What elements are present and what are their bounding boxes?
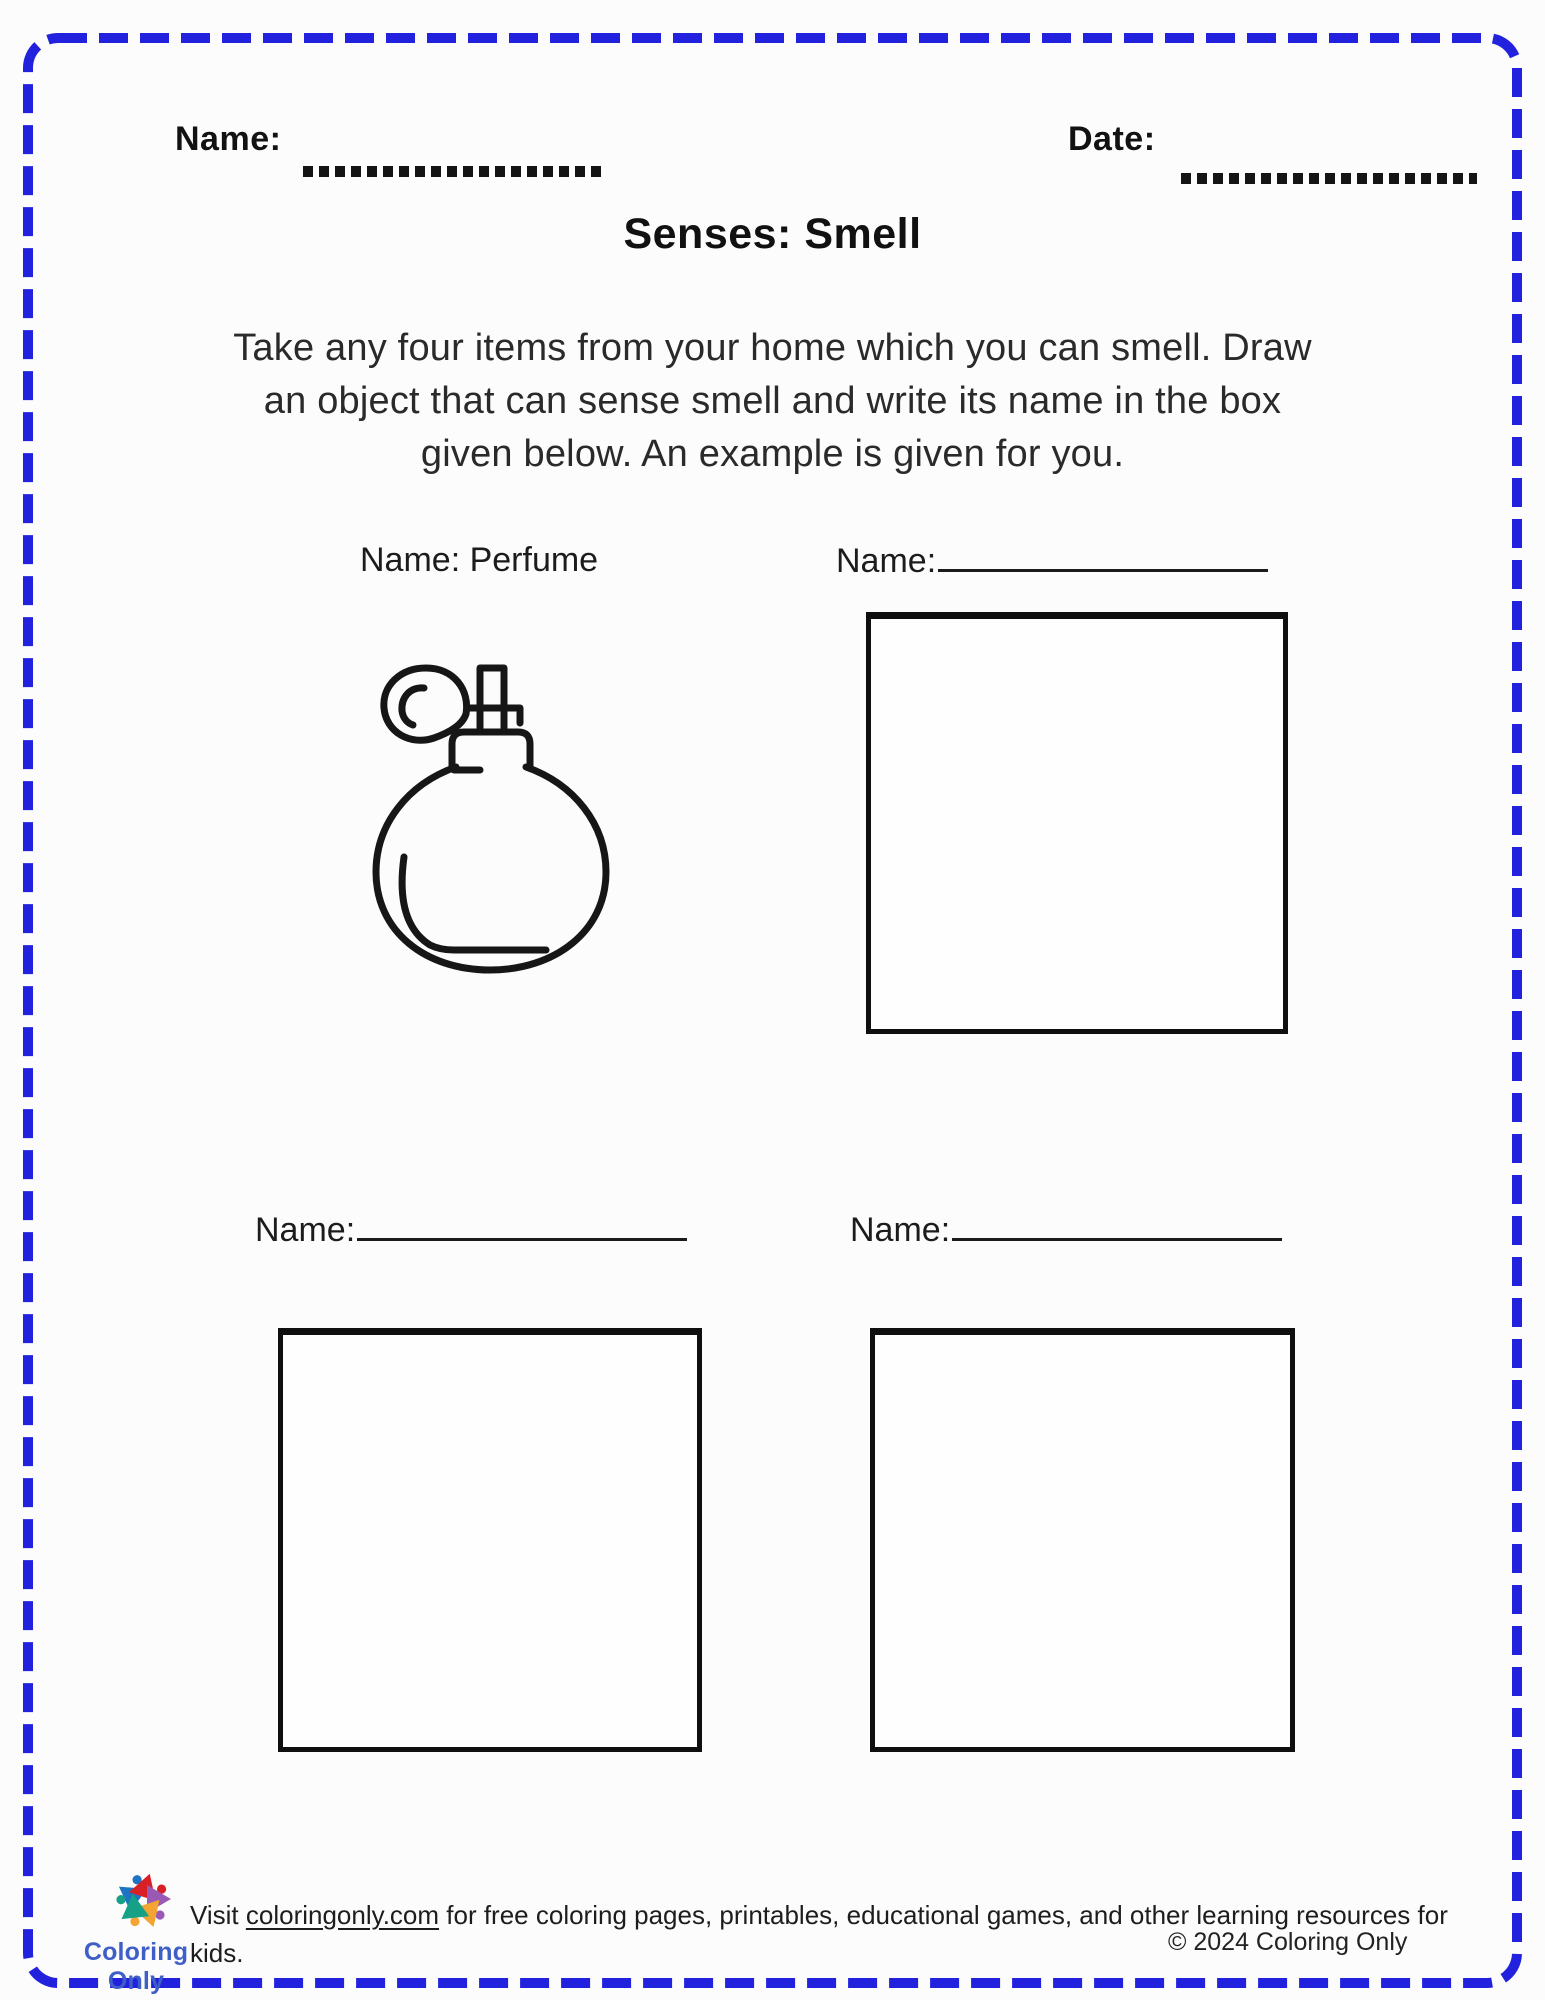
- instructions-text: [0, 322, 1545, 481]
- quadrant-2-label: [836, 541, 1268, 581]
- instructions-line-3: given below. An example is given for you.: [420, 433, 1125, 475]
- date-fill-line: [1181, 173, 1477, 184]
- instructions-line-1: Take any four items from your home which you can smell. Draw: [233, 327, 1312, 369]
- quadrant-3-name-fill-line: [357, 1210, 687, 1241]
- coloringonly-link[interactable]: coloringonly.com: [245, 1900, 440, 1930]
- quadrant-4-label: [850, 1210, 1282, 1250]
- quadrant-4-name-fill-line: [952, 1210, 1282, 1241]
- quadrant-2-name-fill-line: [938, 541, 1268, 572]
- footer-after-link-text: for free coloring pages, printables, educational games, and other learning resources for: [439, 1900, 1448, 1930]
- quadrant-2-name-text: Name:: [836, 542, 937, 580]
- quadrant-3-label: [255, 1210, 687, 1250]
- quadrant-3-drawing-box: [278, 1328, 702, 1752]
- quadrant-4-drawing-box: [870, 1328, 1295, 1752]
- date-label: Date:: [1068, 120, 1156, 158]
- student-name-label: Name:: [175, 120, 282, 158]
- copyright-text: © 2024 Coloring Only: [1168, 1928, 1408, 1956]
- coloring-only-star-logo: [98, 1868, 188, 1938]
- quadrant-3-name-text: Name:: [255, 1211, 356, 1249]
- instructions-line-2: an object that can sense smell and write its name in the box: [263, 380, 1282, 422]
- perfume-atomizer-icon: [370, 652, 612, 977]
- quadrant-1-example-label: Name: Perfume: [360, 541, 599, 579]
- quadrant-2-drawing-box: [866, 612, 1288, 1034]
- footer-note-line-2: kids.: [190, 1938, 244, 1968]
- student-name-fill-line: [303, 166, 605, 177]
- footer-visit-text: Visit: [190, 1900, 246, 1930]
- worksheet-title: Senses: Smell: [623, 210, 922, 258]
- quadrant-4-name-text: Name:: [850, 1211, 951, 1249]
- coloring-only-wordmark: Coloring Only: [83, 1938, 189, 1995]
